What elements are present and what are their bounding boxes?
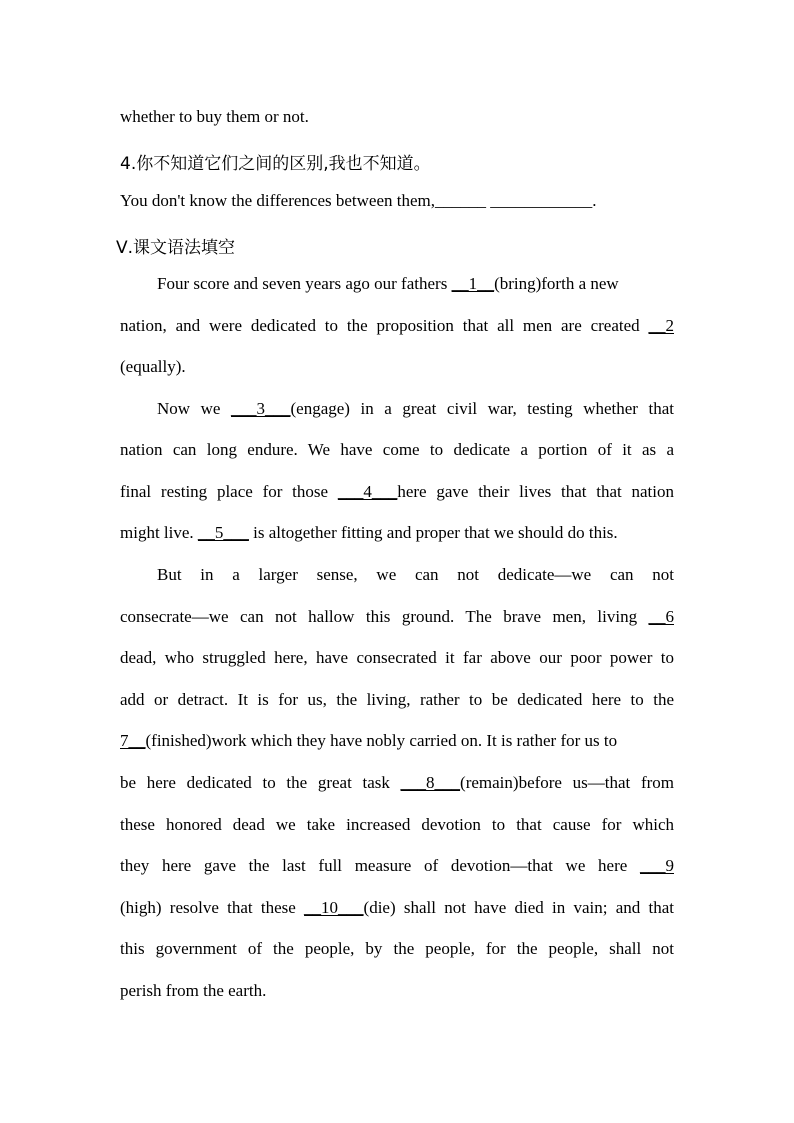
- passage-line-10: [120, 648, 674, 668]
- blank-7: 7__: [120, 731, 146, 750]
- text: this government of the people, by the people, for the people, shall not: [120, 939, 674, 958]
- text: final resting place for those: [120, 482, 338, 501]
- text: But in a larger sense, we can not dedicate—we can not: [157, 565, 674, 584]
- text: (die) shall not have died in vain; and that: [363, 898, 674, 917]
- passage-line-15: [120, 856, 674, 876]
- passage-line-5: [120, 440, 674, 460]
- text: they here gave the last full measure of devotion—that we here: [120, 856, 640, 875]
- passage-line-3: [120, 357, 674, 377]
- text: Four score and seven years ago our fathers: [157, 274, 452, 293]
- text: be here dedicated to the great task: [120, 773, 401, 792]
- passage-line-2: [120, 316, 674, 336]
- passage-line-16: [120, 898, 674, 918]
- question-4-english: [120, 191, 674, 211]
- blank-4: ___4___: [337, 482, 398, 501]
- passage-line-6: [120, 482, 674, 502]
- blank-6: __6: [648, 607, 674, 626]
- text: nation, and were dedicated to the proposition that all men are created: [120, 316, 649, 335]
- passage-line-11: [120, 690, 674, 710]
- text: consecrate—we can not hallow this ground. The brave men, living: [120, 607, 649, 626]
- answer-blank: ______ ____________: [434, 191, 593, 210]
- text: is altogether fitting and proper that we should do this.: [248, 523, 618, 542]
- text: .: [592, 191, 597, 210]
- text: dead, who struggled here, have consecrated it far above our poor power to: [120, 648, 674, 667]
- passage-line-1: [157, 274, 674, 294]
- blank-5: __5___: [197, 523, 249, 542]
- text: nation can long endure. We have come to dedicate a portion of it as a: [120, 440, 674, 459]
- section-heading: Ⅴ.课文语法填空: [116, 238, 236, 258]
- text: 4.你不知道它们之间的区别,我也不知道。: [120, 154, 431, 174]
- passage-line-7: [120, 523, 674, 543]
- text: (bring)forth a new: [494, 274, 619, 293]
- section-title: [116, 233, 670, 258]
- text: here gave their lives that that nation: [397, 482, 674, 501]
- text: (equally).: [120, 357, 186, 376]
- blank-8: ___8___: [400, 773, 461, 792]
- passage-line-13: [120, 773, 674, 793]
- blank-10: __10___: [304, 898, 364, 917]
- passage-line-8: [157, 565, 674, 585]
- text: (remain)before us—that from: [460, 773, 674, 792]
- text: these honored dead we take increased devotion to that cause for which: [120, 815, 674, 834]
- passage-line-17: [120, 939, 674, 959]
- passage-line-4: [157, 399, 674, 419]
- passage-line-9: [120, 607, 674, 627]
- question-4-chinese: [120, 149, 674, 174]
- blank-3: ___3___: [231, 399, 291, 418]
- text: (finished)work which they have nobly carried on. It is rather for us to: [145, 731, 618, 750]
- text-line: [120, 107, 674, 127]
- text: (engage) in a great civil war, testing whether that: [290, 399, 674, 418]
- blank-1: __1__: [451, 274, 495, 293]
- text: You don't know the differences between them,: [120, 191, 435, 210]
- text: add or detract. It is for us, the living, rather to be dedicated here to the: [120, 690, 674, 709]
- passage-line-12: [120, 731, 674, 751]
- text: might live.: [120, 523, 198, 542]
- passage-line-14: [120, 815, 674, 835]
- passage-line-18: [120, 981, 674, 1001]
- text: Now we: [157, 399, 231, 418]
- text: (high) resolve that these: [120, 898, 305, 917]
- blank-2: __2: [648, 316, 674, 335]
- text: perish from the earth.: [120, 981, 267, 1000]
- blank-9: ___9: [640, 856, 674, 875]
- text: whether to buy them or not.: [120, 107, 309, 126]
